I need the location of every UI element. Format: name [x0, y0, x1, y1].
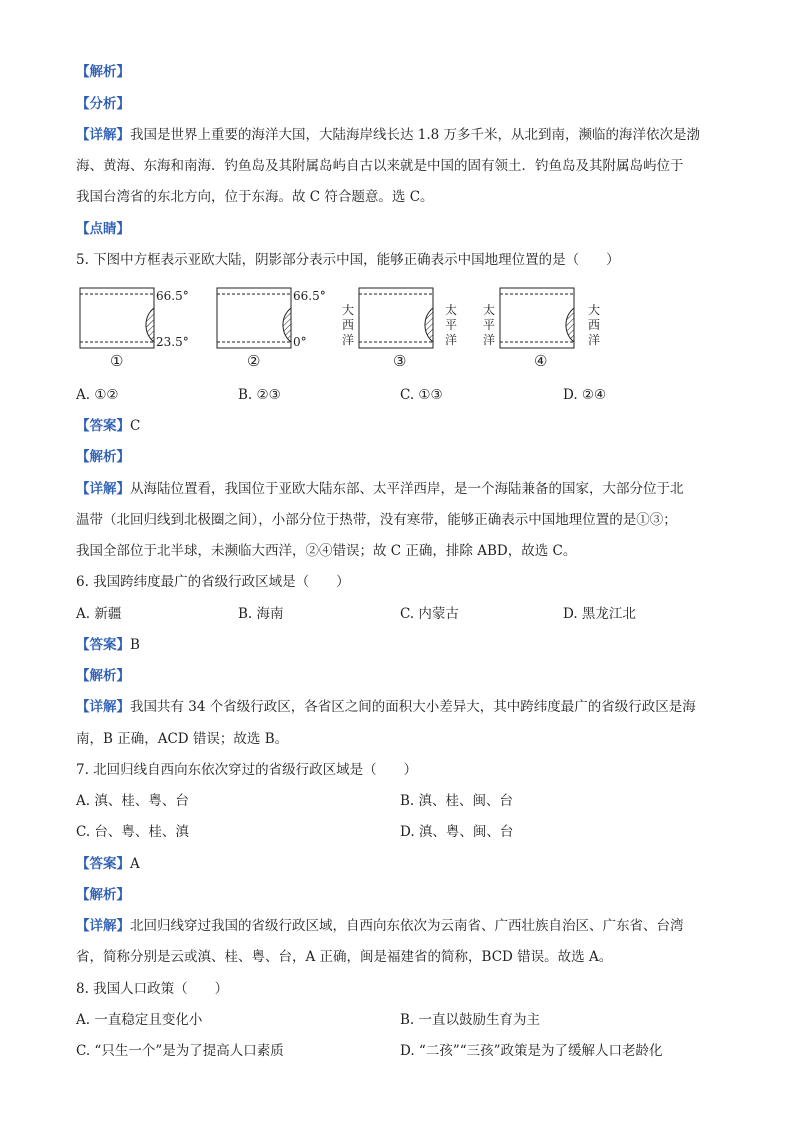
detail-text: 从海陆位置看，我国位于亚欧大陆东部、太平洋西岸，是一个海陆兼备的国家，大部分位于北 [130, 481, 684, 497]
option-a: A. 新疆 [76, 606, 122, 622]
diagram-4 [483, 288, 600, 370]
detail-tag: 【详解】 [76, 699, 130, 715]
answer-tag: 【答案】 [76, 418, 130, 434]
option-d: D. “二孩”“三孩”政策是为了缓解人口老龄化 [400, 1043, 663, 1059]
latitude-label: 66.5° [156, 289, 189, 303]
detail-text: 北回归线穿过我国的省级行政区域，自西向东依次为云南省、广西壮族自治区、广东省、台湾 [130, 918, 684, 934]
ocean-label-char: 太 [483, 303, 496, 317]
latitude-label: 66.5° [293, 289, 326, 303]
detail-paragraph [76, 698, 696, 716]
china-shaded-region [283, 308, 291, 342]
question-5-figure [76, 284, 636, 374]
detail-paragraph [76, 480, 684, 498]
diagram-3 [342, 288, 457, 370]
option-b: B. ②③ [238, 387, 281, 403]
answer-tag: 【答案】 [76, 856, 130, 872]
ocean-label-char: 平 [445, 318, 458, 332]
ocean-label-char: 太 [445, 303, 458, 317]
analysis-tag: 【解析】 [76, 887, 130, 903]
latitude-label: 0° [293, 335, 307, 349]
answer-value: B [130, 637, 140, 653]
answer-tag: 【答案】 [76, 637, 130, 653]
detail-text: 南，B 正确，ACD 错误；故选 B。 [76, 731, 289, 747]
diagram-number: ④ [534, 352, 548, 370]
detail-text: 省，简称分别是云或滇、桂、粤、台，A 正确，闽是福建省的简称，BCD 错误。故选 A。 [76, 949, 613, 965]
question-5-stem: 5. 下图中方框表示亚欧大陆，阴影部分表示中国，能够正确表示中国地理位置的是（ ） [76, 252, 620, 268]
ocean-label-char: 大 [588, 303, 601, 317]
question-8-stem: 8. 我国人口政策（ ） [76, 981, 229, 997]
diagram-number: ② [247, 352, 261, 370]
option-a: A. ①② [76, 387, 119, 403]
china-shaded-region [566, 308, 574, 342]
ocean-label-char: 大 [342, 303, 355, 317]
option-c: C. 内蒙古 [400, 606, 459, 622]
analysis-tag: 【解析】 [76, 449, 130, 465]
option-d: D. 滇、粤、闽、台 [400, 824, 514, 840]
question-6-stem: 6. 我国跨纬度最广的省级行政区域是（ ） [76, 574, 350, 590]
analysis-tag: 【解析】 [76, 64, 130, 80]
detail-text: 海、黄海、东海和南海．钓鱼岛及其附属岛屿自古以来就是中国的固有领土．钓鱼岛及其附属岛屿位于 [76, 158, 684, 174]
diagram-2 [217, 288, 326, 370]
diagram-number: ① [110, 352, 124, 370]
dianjing-tag: 【点睛】 [76, 221, 130, 237]
ocean-label-char: 西 [588, 318, 601, 332]
diagram-1 [80, 288, 189, 370]
ocean-label-char: 平 [483, 318, 496, 332]
diagram-number: ③ [393, 352, 407, 370]
detail-tag: 【详解】 [76, 481, 130, 497]
detail-text: 我国共有 34 个省级行政区，各省区之间的面积大小差异大，其中跨纬度最广的省级行政区是海 [130, 699, 696, 715]
option-a: A. 滇、桂、粤、台 [76, 793, 189, 809]
detail-tag: 【详解】 [76, 127, 130, 143]
ocean-label-char: 洋 [483, 333, 496, 347]
fenxi-tag: 【分析】 [76, 96, 130, 112]
option-c: C. 台、粤、桂、滇 [76, 824, 189, 840]
detail-paragraph [76, 126, 700, 144]
ocean-label-char: 洋 [588, 333, 601, 347]
option-c: C. ①③ [400, 387, 443, 403]
question-7-stem: 7. 北回归线自西向东依次穿过的省级行政区域是（ ） [76, 762, 418, 778]
china-shaded-region [146, 308, 154, 342]
answer-value: A [130, 856, 140, 872]
option-b: B. 海南 [238, 606, 284, 622]
detail-tag: 【详解】 [76, 918, 130, 934]
latitude-label: 23.5° [156, 335, 189, 349]
option-d: D. ②④ [563, 387, 607, 403]
ocean-label-char: 洋 [445, 333, 458, 347]
detail-text: 温带（北回归线到北极圈之间），小部分位于热带，没有寒带，能够正确表示中国地理位置的是①③； [76, 512, 677, 528]
answer-line [76, 417, 140, 435]
option-a: A. 一直稳定且变化小 [76, 1012, 203, 1028]
china-shaded-region [425, 308, 433, 342]
detail-text: 我国是世界上重要的海洋大国，大陆海岸线长达 1.8 万多千米，从北到南，濒临的海洋依次是渤 [130, 127, 701, 143]
analysis-tag: 【解析】 [76, 668, 130, 684]
answer-line [76, 855, 140, 873]
answer-value: C [130, 418, 141, 434]
ocean-label-char: 洋 [342, 333, 355, 347]
detail-text: 我国全部位于北半球，未濒临大西洋，②④错误；故 C 正确，排除 ABD，故选 C。 [76, 543, 577, 559]
detail-text: 我国台湾省的东北方向，位于东海。故 C 符合题意。选 C。 [76, 189, 434, 205]
option-b: B. 一直以鼓励生育为主 [400, 1012, 541, 1028]
ocean-label-char: 西 [342, 318, 355, 332]
option-d: D. 黑龙江北 [563, 606, 636, 622]
option-c: C. “只生一个”是为了提高人口素质 [76, 1043, 284, 1059]
detail-paragraph [76, 917, 684, 935]
answer-line [76, 636, 140, 654]
option-b: B. 滇、桂、闽、台 [400, 793, 514, 809]
